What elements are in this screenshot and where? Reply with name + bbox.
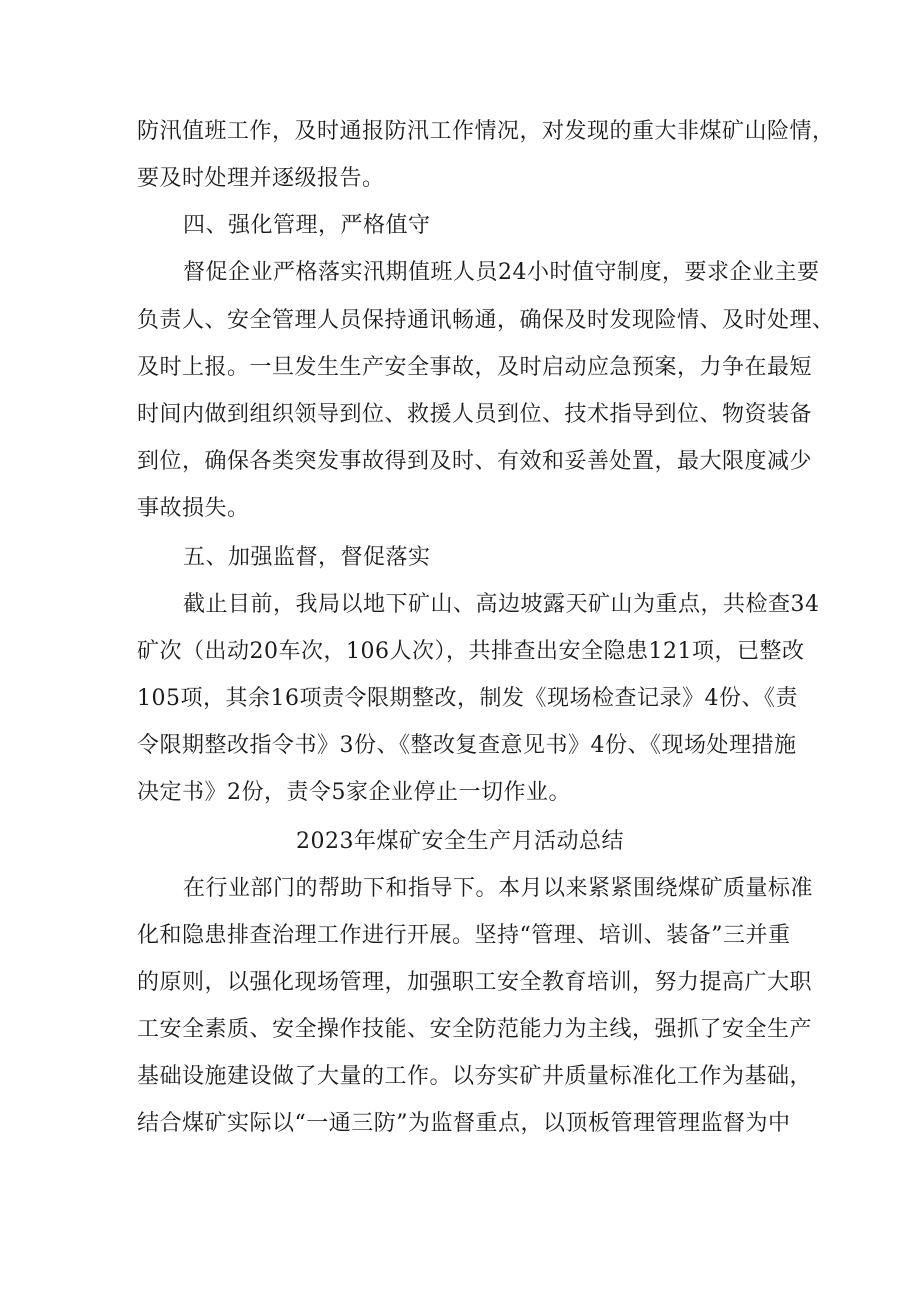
section-heading: 五、加强监督，督促落实 [183,545,431,570]
text-line: 督促企业严格落实汛期值班人员24小时值守制度，要求企业主要 [183,260,820,285]
text-line: 事故损失。 [137,496,250,521]
text-line: 矿次（出动20车次，106人次），共排查出安全隐患121项，已整改 [137,639,805,664]
text-line: 时间内做到组织领导到位、救援人员到位、技术指导到位、物资装备 [137,402,813,427]
text-line: 防汛值班工作，及时通报防汛工作情况，对发现的重大非煤矿山险情， [137,119,835,144]
document-title: 2023年煤矿安全生产月活动总结 [296,829,624,854]
text-line: 结合煤矿实际以“一通三防”为监督重点，以顶板管理管理监督为中 [137,1111,791,1136]
text-line: 及时上报。一旦发生生产安全事故，及时启动应急预案，力争在最短 [137,355,813,380]
text-line: 负责人、安全管理人员保持通讯畅通，确保及时发现险情、及时处理、 [137,308,835,333]
section-heading: 四、强化管理，严格值守 [183,213,431,238]
text-line: 决定书》2份，责令5家企业停止一切作业。 [137,780,571,805]
text-line: 105项，其余16项责令限期整改，制发《现场检查记录》4份、《责 [137,686,798,711]
text-line: 令限期整改指令书》3份、《整改复查意见书》4份、《现场处理措施 [137,733,797,758]
text-line: 基础设施建设做了大量的工作。以夯实矿井质量标准化工作为基础， [137,1064,813,1089]
text-line: 要及时处理并逐级报告。 [137,166,385,191]
text-line: 化和隐患排查治理工作进行开展。坚持“管理、培训、装备”三并重 [137,923,791,948]
text-line: 的原则，以强化现场管理，加强职工安全教育培训，努力提高广大职 [137,970,813,995]
text-line: 截止目前，我局以地下矿山、高边坡露天矿山为重点，共检查34 [183,592,820,617]
text-line: 到位，确保各类突发事故得到及时、有效和妥善处置，最大限度减少 [137,449,813,474]
text-line: 工安全素质、安全操作技能、安全防范能力为主线，强抓了安全生产 [137,1017,813,1042]
text-line: 在行业部门的帮助下和指导下。本月以来紧紧围绕煤矿质量标准 [183,876,814,901]
